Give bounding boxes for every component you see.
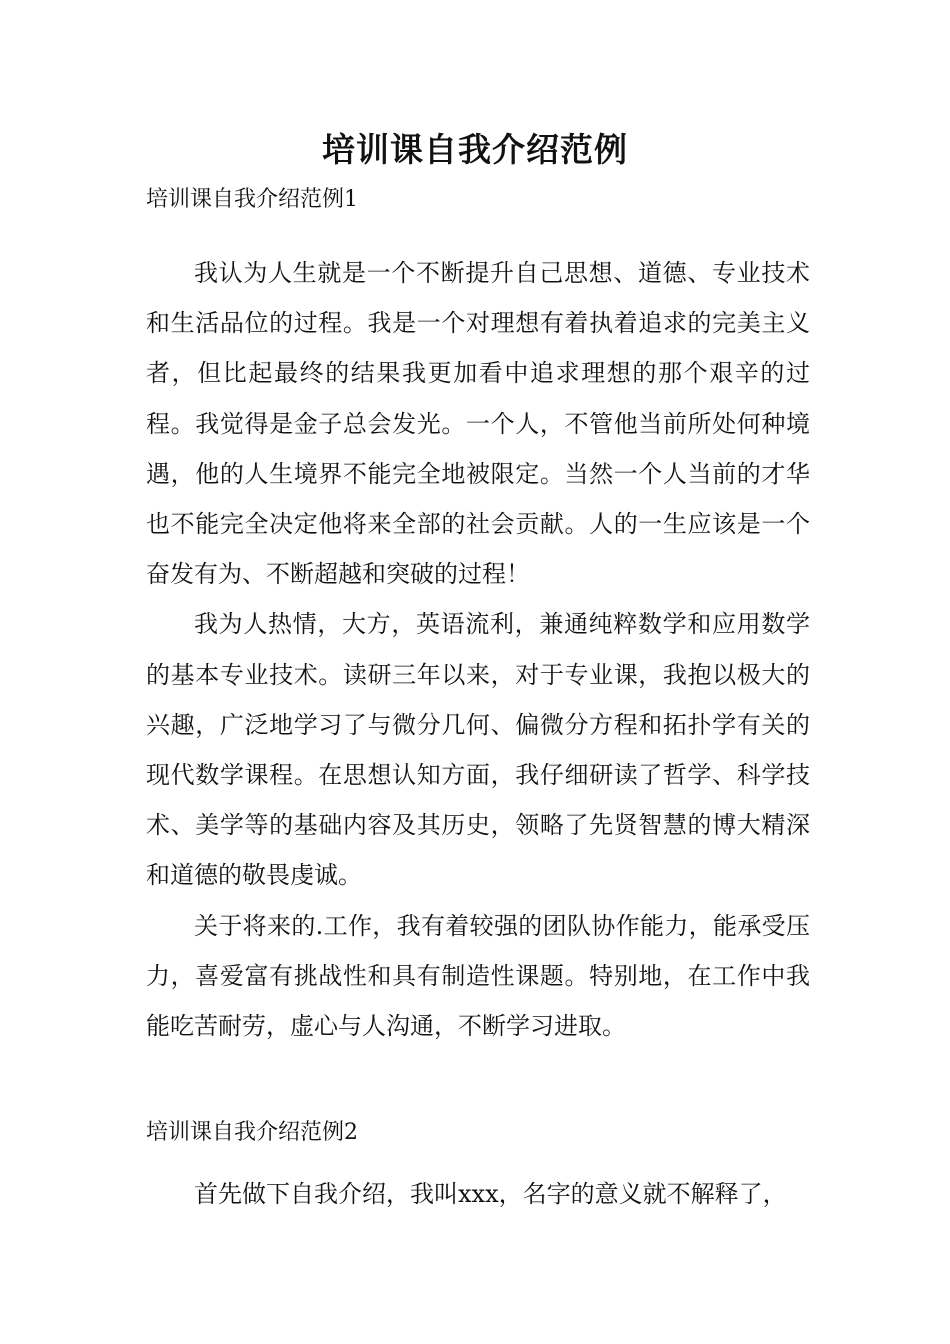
section-heading: 培训课自我介绍范例1 [146,187,358,212]
paragraph: 我认为人生就是一个不断提升自己思想、道德、专业技术和生活品位的过程。我是一个对理想有着执着追求的完美主义者，但比起最终的结果我更加看中追求理想的那个艰辛的过程。我觉得是金子总会发光。一个人，不管他当前所处何种境遇，他的人生境界不能完全地被限定。当然一个人当前的才华也不能完全决定他将来全部的社会贡献。人的一生应该是一个奋发有为、不断超越和突破的过程！ [146,259,810,589]
document-title: 培训课自我介绍范例 [322,130,628,169]
section-2 [146,1113,810,1219]
section-heading: 培训课自我介绍范例2 [146,1120,358,1146]
paragraph: 关于将来的.工作，我有着较强的团队协作能力，能承受压力，喜爱富有挑战性和具有制造性课题。特别地，在工作中我能吃苦耐劳，虚心与人沟通，不断学习进取。 [146,911,810,1041]
section-spacer [146,1051,810,1113]
section-1 [146,180,810,1051]
paragraph: 我为人热情，大方，英语流利，兼通纯粹数学和应用数学的基本专业技术。读研三年以来，对于专业课，我抱以极大的兴趣，广泛地学习了与微分几何、偏微分方程和拓扑学有关的现代数学课程。在思想认知方面，我仔细研读了哲学、科学技术、美学等的基础内容及其历史，领略了先贤智慧的博大精深和道德的敬畏虔诚。 [146,610,810,890]
document-body [146,180,810,1219]
paragraph: 首先做下自我介绍，我叫xxx，名字的意义就不解释了， [194,1180,787,1209]
